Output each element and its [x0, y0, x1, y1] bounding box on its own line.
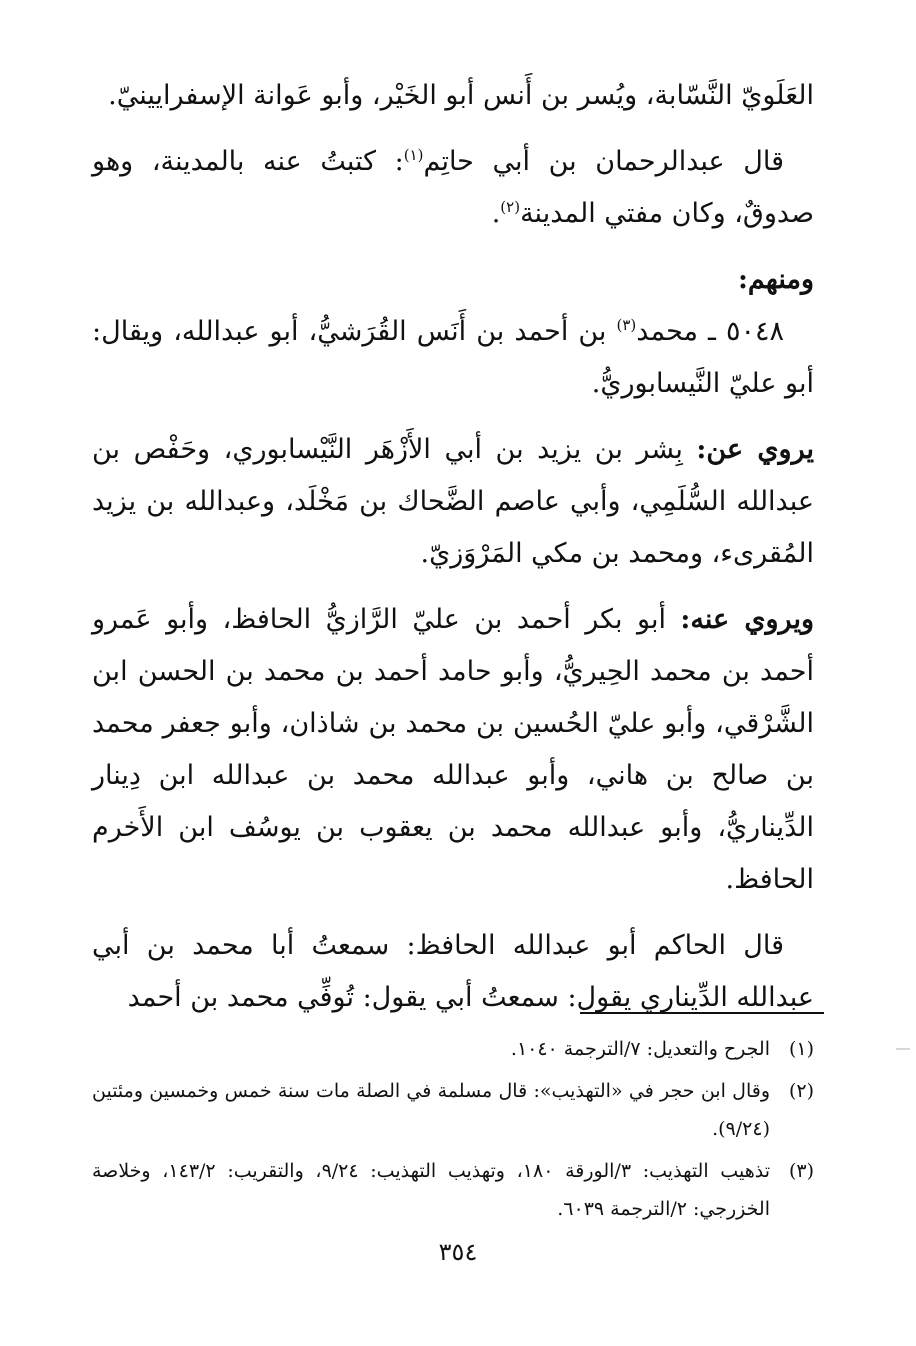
footnote-3: [92, 1152, 814, 1228]
narrated-by-label: ويروي عنه:: [680, 604, 814, 635]
footnote-text: الجرح والتعديل: ٧/الترجمة ١٠٤٠.: [510, 1038, 770, 1060]
entry-text: بن أحمد بن أَنَس القُرَشيُّ، أبو عبدالله، ويقال: أبو عليّ النَّيسابوريُّ.: [92, 316, 814, 399]
footnote-1: [92, 1030, 814, 1068]
continued-line-text: العَلَويّ النَّسّابة، ويُسر بن أَنس أبو الخَيْر، وأبو عَوانة الإسفرايينيّ.: [108, 80, 814, 111]
closing-paragraph: [92, 920, 814, 1024]
closing-text: قال الحاكم أبو عبدالله الحافظ: سمعتُ أبا محمد بن أبي عبدالله الدِّيناري يقول: سمعتُ أبي يقول: تُوفِّي محمد بن أحمد: [92, 930, 814, 1013]
footnote-2: [92, 1072, 814, 1148]
narrated-by-paragraph: [92, 594, 814, 906]
narrates-from-paragraph: [92, 424, 814, 580]
section-heading: ومنهم:: [737, 264, 814, 295]
footnote-separator: [580, 1012, 824, 1014]
footnote-ref-1[interactable]: (١): [403, 146, 424, 164]
scan-speck: [896, 1048, 910, 1050]
footnote-number: (٢): [788, 1080, 814, 1102]
narrates-from-label: يروي عن:: [696, 434, 814, 465]
page-number: ٣٥٤: [438, 1238, 478, 1266]
paragraph-text-a: قال عبدالرحمان بن أبي حاتِم: [423, 146, 784, 177]
footnote-ref-2[interactable]: (٢): [500, 198, 521, 216]
footnote-number: (٣): [788, 1160, 814, 1182]
ibn-abi-hatim-paragraph: [92, 136, 814, 240]
footnote-number: (١): [788, 1038, 814, 1060]
main-text: [92, 70, 814, 1024]
footnote-text: وقال ابن حجر في «التهذيب»: قال مسلمة في الصلة مات سنة خمس وخمسين ومئتين (٩/٢٤).: [92, 1080, 770, 1140]
narrates-from-text: بِشر بن يزيد بن أبي الأَزْهَر النَّيْسابوري، وحَفْص بن عبدالله السُّلَمِي، وأبي عاصم الضَّحاك بن مَخْلَد، وعبدالله بن يزيد المُقرىء، ومحمد بن مكي المَرْوَزيّ.: [92, 434, 814, 569]
narrated-by-text: أبو بكر أحمد بن عليّ الرَّازيُّ الحافظ، وأبو عَمرو أحمد بن محمد الحِيريُّ، وأبو حامد أحمد بن محمد بن الحسن ابن الشَّرْقي، وأبو عليّ الحُسين بن محمد بن شاذان، وأبو جعفر محمد بن صالح بن هاني، وأبو عبدالله محمد بن عبدالله ابن دِينار الدِّيناريُّ، وأبو عبدالله محمد بن يعقوب بن يوسُف ابن الأَخرم الحافظ.: [92, 604, 814, 895]
footnote-text: تذهيب التهذيب: ٣/الورقة ١٨٠، وتهذيب التهذيب: ٩/٢٤، والتقريب: ١٤٣/٢، وخلاصة الخزرجي: ٢/الترجمة ٦٠٣٩.: [92, 1160, 770, 1220]
entry-paragraph: [92, 306, 814, 410]
continued-line: [92, 70, 814, 122]
footnotes: [92, 1030, 814, 1232]
entry-number-name: ٥٠٤٨ ـ محمد: [636, 316, 784, 347]
paragraph-text-b: : كتبتُ عنه بالمدينة، وهو صدوقٌ، وكان مفتي المدينة: [92, 146, 814, 229]
paragraph-text-c: .: [491, 198, 501, 229]
footnote-ref-3[interactable]: (٣): [616, 316, 637, 334]
